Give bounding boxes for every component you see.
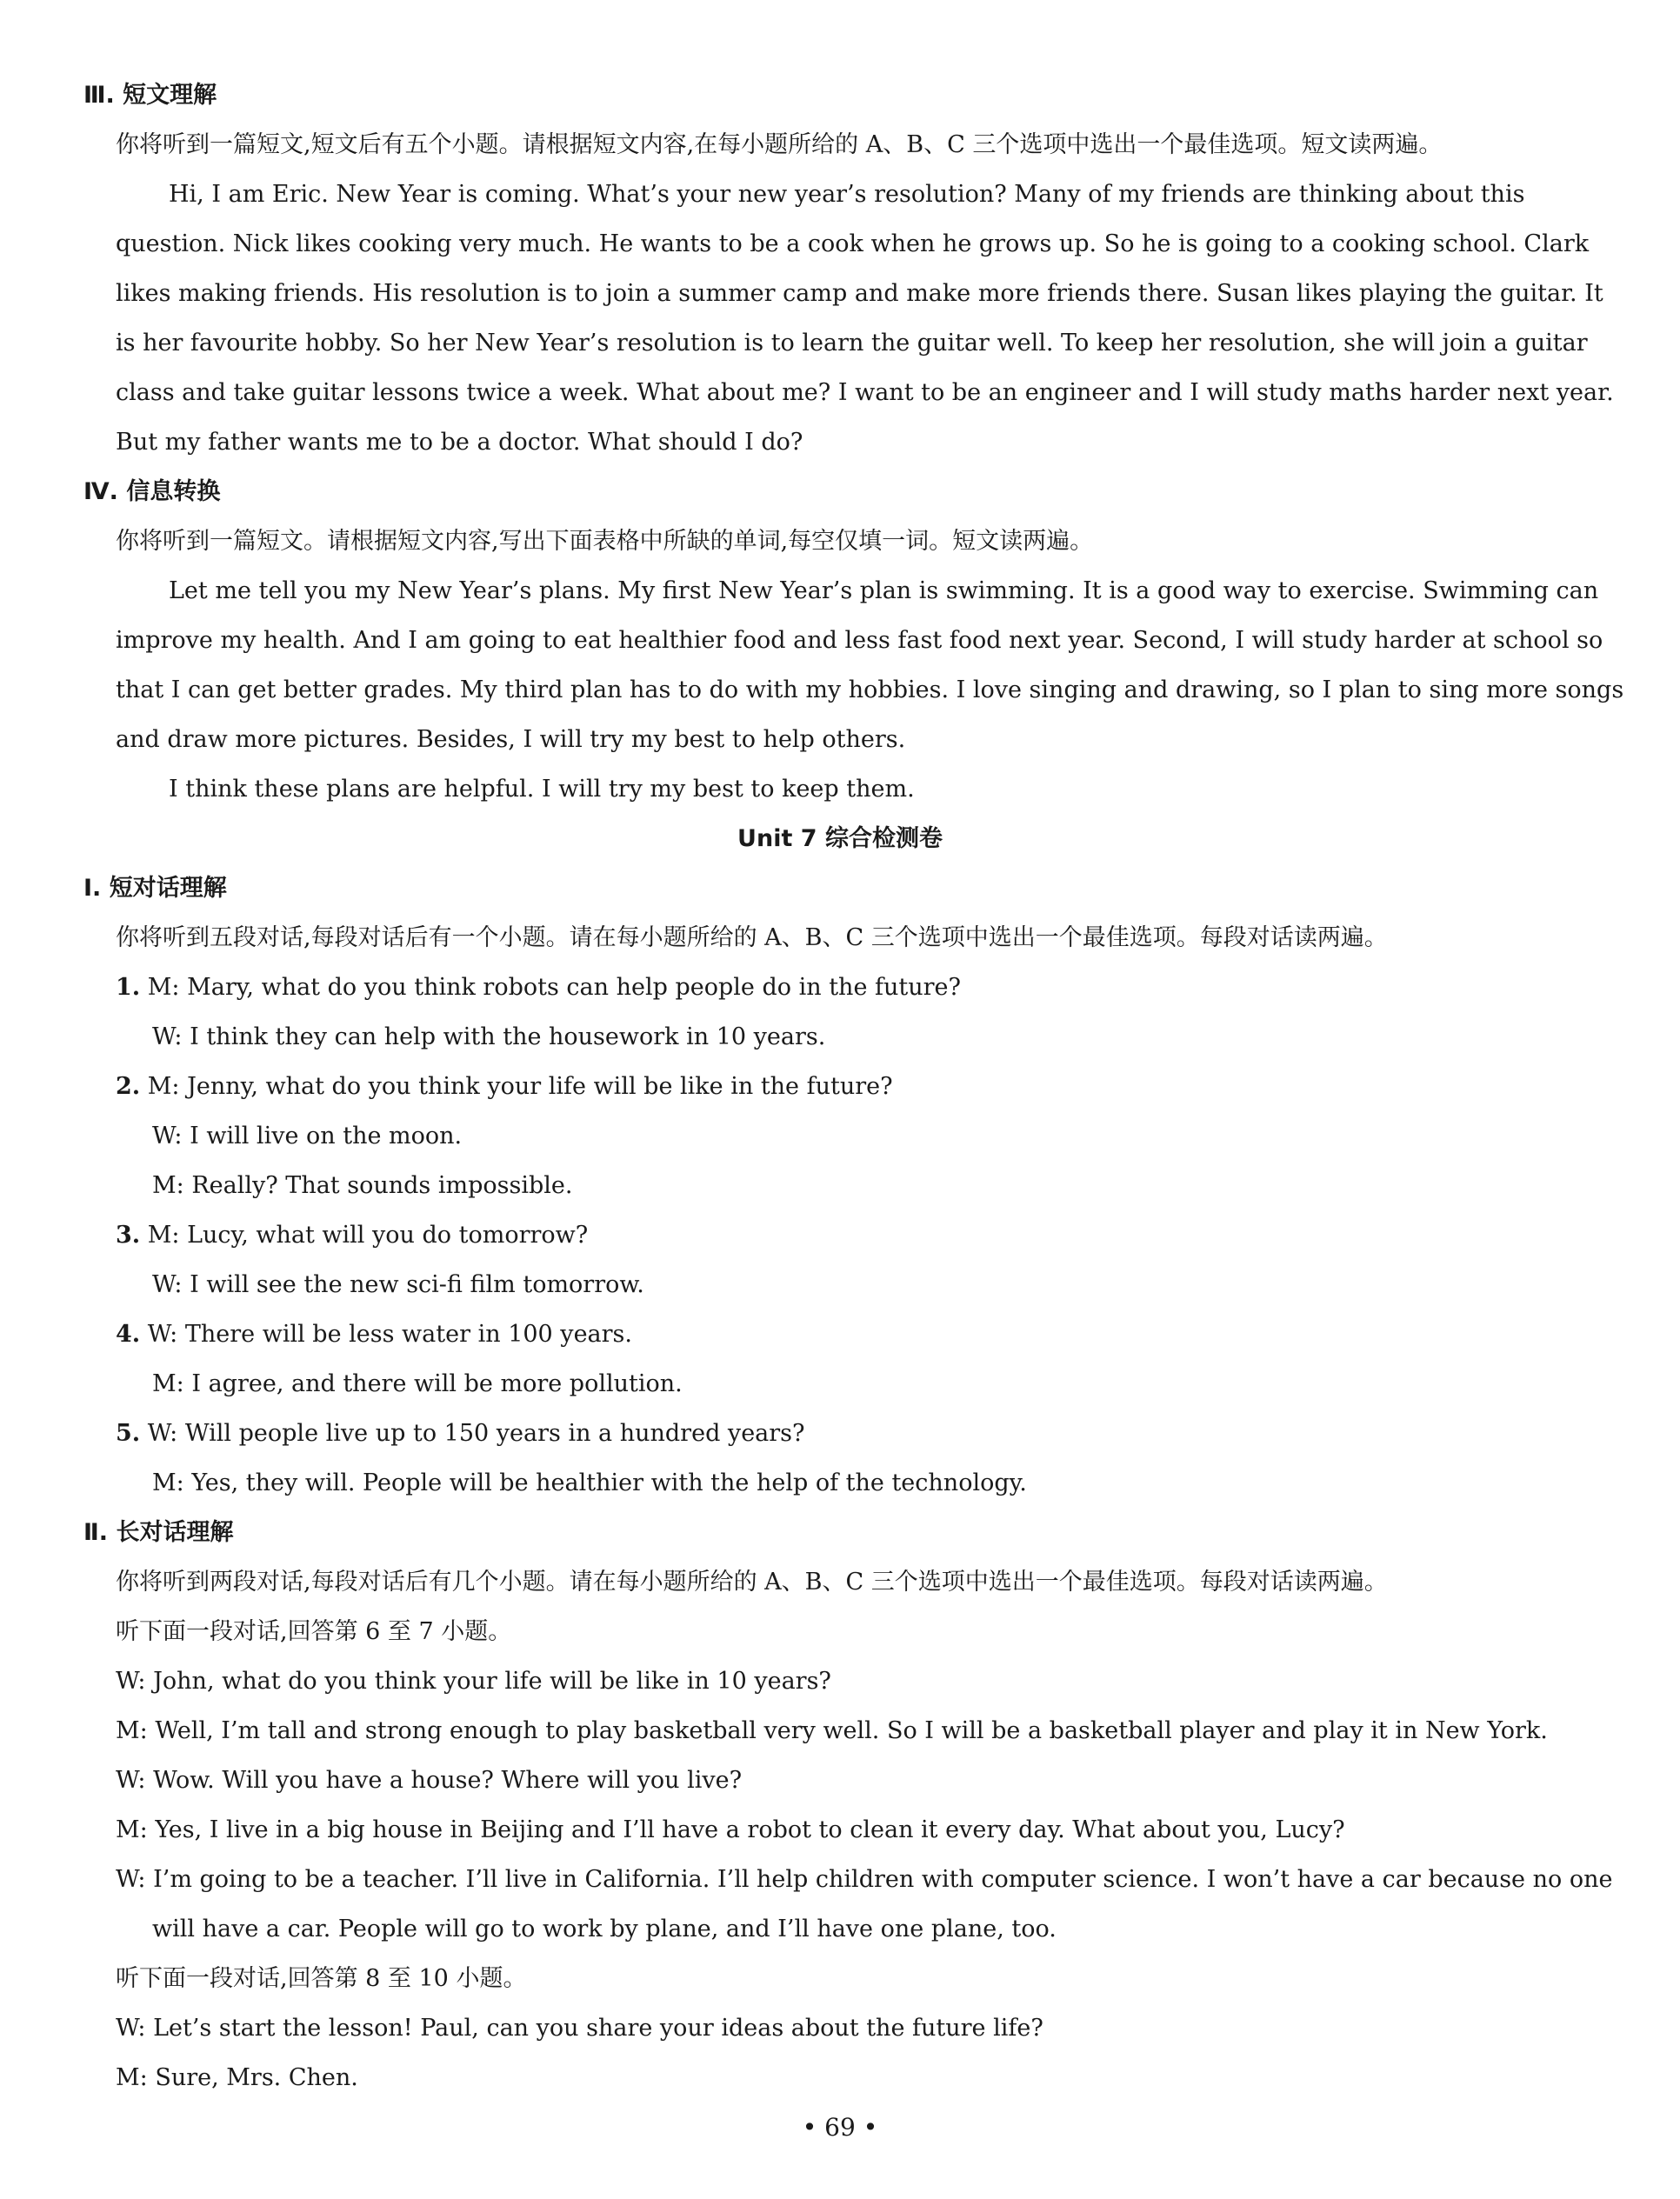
dialog-line: [116, 1221, 588, 1250]
instruction: 你将听到两段对话,每段对话后有几个小题。请在每小题所给的 A、B、C 三个选项中选出一个最佳选项。每段对话读两遍。: [116, 1569, 1388, 1596]
passage-line: Let me tell you my New Year’s plans. My first New Year’s plan is swimming. It is a good way to exercise. Swimming can: [169, 577, 1599, 604]
section-heading: Ⅲ. 短文理解: [83, 82, 217, 109]
passage-line: likes making friends. His resolution is to join a summer camp and make more friends there. Susan likes playing the guitar. It: [116, 280, 1603, 307]
dialog-text: M: Jenny, what do you think your life will be like in the future?: [147, 1073, 893, 1100]
dialog-line: W: Let’s start the lesson! Paul, can you share your ideas about the future life?: [116, 2015, 1043, 2042]
dialog-line: W: Wow. Will you have a house? Where will you live?: [116, 1767, 743, 1794]
dialog-line: M: Really? That sounds impossible.: [152, 1172, 573, 1199]
passage-line: class and take guitar lessons twice a week. What about me? I want to be an engineer and I will study maths harder next year.: [116, 379, 1614, 406]
dialog-line: W: I will live on the moon.: [152, 1123, 463, 1149]
unit-title: Unit 7 综合检测卷: [737, 825, 943, 852]
passage-line: Hi, I am Eric. New Year is coming. What’s your new year’s resolution? Many of my friends are thinking about this: [169, 181, 1525, 208]
section-heading: Ⅱ. 长对话理解: [83, 1519, 234, 1546]
instruction: 你将听到一篇短文,短文后有五个小题。请根据短文内容,在每小题所给的 A、B、C 三个选项中选出一个最佳选项。短文读两遍。: [116, 131, 1443, 158]
dialog-text: W: There will be less water in 100 years.: [147, 1321, 632, 1348]
passage-line: is her favourite hobby. So her New Year’s resolution is to learn the guitar well. To keep her resolution, she will join a guitar: [116, 330, 1588, 357]
dialog-text: W: Will people live up to 150 years in a hundred years?: [147, 1420, 805, 1447]
question-number: 1.: [116, 974, 141, 1001]
dialog-line: M: Well, I’m tall and strong enough to play basketball very well. So I will be a basketball player and play it in New York.: [116, 1717, 1548, 1744]
dialog-line: W: John, what do you think your life will be like in 10 years?: [116, 1668, 831, 1695]
page-number: • 69 •: [802, 2113, 878, 2142]
passage-line: But my father wants me to be a doctor. What should I do?: [116, 429, 803, 456]
dialog-line: M: Yes, I live in a big house in Beijing and I’ll have a robot to clean it every day. What about you, Lucy?: [116, 1816, 1345, 1843]
dialog-line: M: Sure, Mrs. Chen.: [116, 2064, 358, 2091]
dialog-line: [116, 1072, 893, 1102]
section-heading: Ⅳ. 信息转换: [83, 478, 221, 505]
question-number: 5.: [116, 1420, 141, 1447]
dialog-line: [116, 1320, 632, 1349]
passage-line: I think these plans are helpful. I will try my best to keep them.: [169, 776, 915, 803]
dialog-line: M: Yes, they will. People will be healthier with the help of the technology.: [152, 1469, 1027, 1496]
dialog-line: will have a car. People will go to work by plane, and I’ll have one plane, too.: [152, 1916, 1057, 1942]
passage-line: and draw more pictures. Besides, I will try my best to help others.: [116, 726, 906, 753]
dialog-text: M: Lucy, what will you do tomorrow?: [147, 1222, 589, 1249]
question-number: 2.: [116, 1073, 141, 1100]
instruction: 你将听到一篇短文。请根据短文内容,写出下面表格中所缺的单词,每空仅填一词。短文读两遍。: [116, 528, 1094, 555]
dialog-line: W: I’m going to be a teacher. I’ll live in California. I’ll help children with computer science. I won’t have a car because no one: [116, 1866, 1613, 1893]
dialog-text: M: Mary, what do you think robots can help people do in the future?: [147, 974, 961, 1001]
dialog-intro: 听下面一段对话,回答第 6 至 7 小题。: [116, 1618, 512, 1645]
dialog-line: W: I think they can help with the housework in 10 years.: [152, 1023, 826, 1050]
passage-line: improve my health. And I am going to eat healthier food and less fast food next year. Second, I will study harder at school so: [116, 627, 1603, 654]
dialog-intro: 听下面一段对话,回答第 8 至 10 小题。: [116, 1965, 527, 1992]
question-number: 3.: [116, 1222, 141, 1249]
passage-line: that I can get better grades. My third plan has to do with my hobbies. I love singing and drawing, so I plan to sing more songs: [116, 676, 1624, 703]
section-heading: Ⅰ. 短对话理解: [83, 875, 227, 902]
dialog-line: [116, 973, 961, 1003]
question-number: 4.: [116, 1321, 141, 1348]
dialog-line: [116, 1419, 805, 1449]
dialog-line: M: I agree, and there will be more pollution.: [152, 1370, 683, 1397]
instruction: 你将听到五段对话,每段对话后有一个小题。请在每小题所给的 A、B、C 三个选项中选出一个最佳选项。每段对话读两遍。: [116, 924, 1388, 951]
dialog-line: W: I will see the new sci-fi film tomorrow.: [152, 1271, 644, 1298]
passage-line: question. Nick likes cooking very much. He wants to be a cook when he grows up. So he is going to a cooking school. Clark: [116, 230, 1590, 257]
